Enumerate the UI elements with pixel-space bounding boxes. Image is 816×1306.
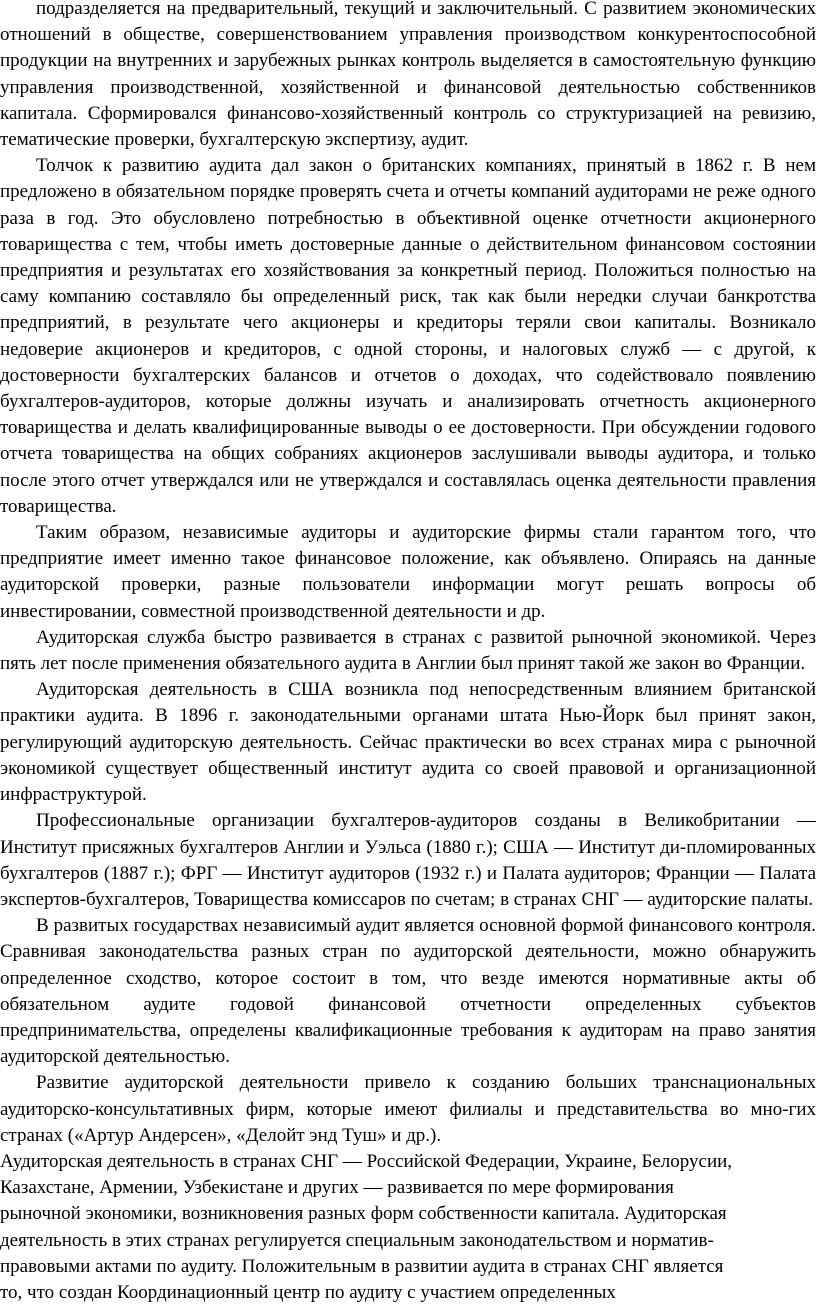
paragraph-control-types: подразделяется на предварительный, текущий и заключительный. С развитием экономических отношений в обществе, совершенствованием управления производством конкурентоспособной продукции на внутренних и зарубежных рынках контроль выделяется в самостоятельную функцию управления производственной, хозяйственной и финансовой деятельностью собственников капитала. Сформировался финансово-хозяйственный контроль со структуризацией на ревизию, тематические проверки, бухгалтерскую экспертизу, аудит. <box>0 0 816 151</box>
paragraph-audit-origins: Толчок к развитию аудита дал закон о британских компаниях, принятый в 1862 г. В нем предложено в обязательном порядке проверять счета и отчеты компаний аудиторами не реже одного раза в год. Это обусловлено потребностью в объективной оценке отчетности акционерного товарищества с тем, чтобы иметь достоверные данные о действительном финансовом состоянии предприятия и результатах его хозяйствования за конкретный период. Положиться полностью на саму компанию составляло бы определенный риск, так как были нередки случаи банкротства предприятий, в результате чего акционеры и кредиторы теряли свои капиталы. Возникало недоверие акционеров и кредиторов, с одной стороны, и налоговых служб — с другой, к достоверности бухгалтерских балансов и отчетов о доходах, что содействовало появлению бухгалтеров-аудиторов, которые должны изучать и анализировать отчетность акционерного товарищества и делать квалифицированные выводы о ее достоверности. При обсуждении годового отчета товарищества на общих собраниях акционеров заслушивали выводы аудитора, и только после этого отчет утверждался или не утверждался и составлялась оценка деятельности правления товарищества. <box>0 155 816 517</box>
text-line: рыночной экономики, возникновения разных форм собственности капитала. Аудиторская <box>0 1203 727 1225</box>
paragraph-audit-spread: Аудиторская служба быстро развивается в странах с развитой рыночной экономикой. Через пять лет после применения обязательного аудита в Англии был принят такой же закон во Франции. <box>0 626 816 675</box>
paragraph-transnational-firms: Развитие аудиторской деятельности привело к созданию больших транснациональных аудиторско-консультативных фирм, которые имеют филиалы и представительства во мно-гих странах («Артур Андерсен», «Делойт энд Туш» и др.). <box>0 1072 816 1146</box>
paragraph-usa-audit: Аудиторская деятельность в США возникла под непосредственным влиянием британской практики аудита. В 1896 г. законодательными органами штата Нью-Йорк был принят закон, регулирующий аудиторскую деятельность. Сейчас практически во всех странах мира с рыночной экономикой существует общественный институт аудита со своей правовой и организационной инфраструктурой. <box>0 679 816 806</box>
text-line: Казахстане, Армении, Узбекистане и других — развивается по мере формирования <box>0 1177 674 1199</box>
text-line: Аудиторская деятельность в странах СНГ — Российской Федерации, Украине, Белорусии, <box>0 1150 733 1172</box>
text-line: то, что создан Координационный центр по аудиту с участием определенных <box>0 1281 616 1303</box>
paragraph-independent-auditors: Таким образом, независимые аудиторы и аудиторские фирмы стали гарантом того, что предприятие имеет именно такое финансовое положение, как объявлено. Опираясь на данные аудиторской проверки, разные пользователи информации могут решать вопросы об инвестировании, совместной производственной деятельности и др. <box>0 522 816 622</box>
text-line: правовыми актами по аудиту. Положительным в развитии аудита в странах СНГ является <box>0 1255 724 1277</box>
paragraph-cis-audit <box>0 1149 816 1306</box>
text-line: деятельность в этих странах регулируется специальным законодательством и норматив- <box>0 1229 714 1251</box>
paragraph-developed-states: В развитых государствах независимый аудит является основной формой финансового контроля. Сравнивая законодательства разных стран по аудиторской деятельности, можно обнаружить определенное сходство, которое состоит в том, что везде имеются нормативные акты об обязательном аудите годовой финансовой отчетности определенных субъектов предпринимательства, определены квалификационные требования к аудиторам на право занятия аудиторской деятельностью. <box>0 915 816 1068</box>
paragraph-professional-organizations: Профессиональные организации бухгалтеров-аудиторов созданы в Великобритании — Институт присяжных бухгалтеров Англии и Уэльса (1880 г.); США — Институт ди-пломированных бухгалтеров (1887 г.); ФРГ — Институт аудиторов (1932 г.) и Палата аудиторов; Франции — Палата экспертов-бухгалтеров, Товарищества комиссаров по счетам; в странах СНГ — аудиторские палаты. <box>0 810 816 910</box>
